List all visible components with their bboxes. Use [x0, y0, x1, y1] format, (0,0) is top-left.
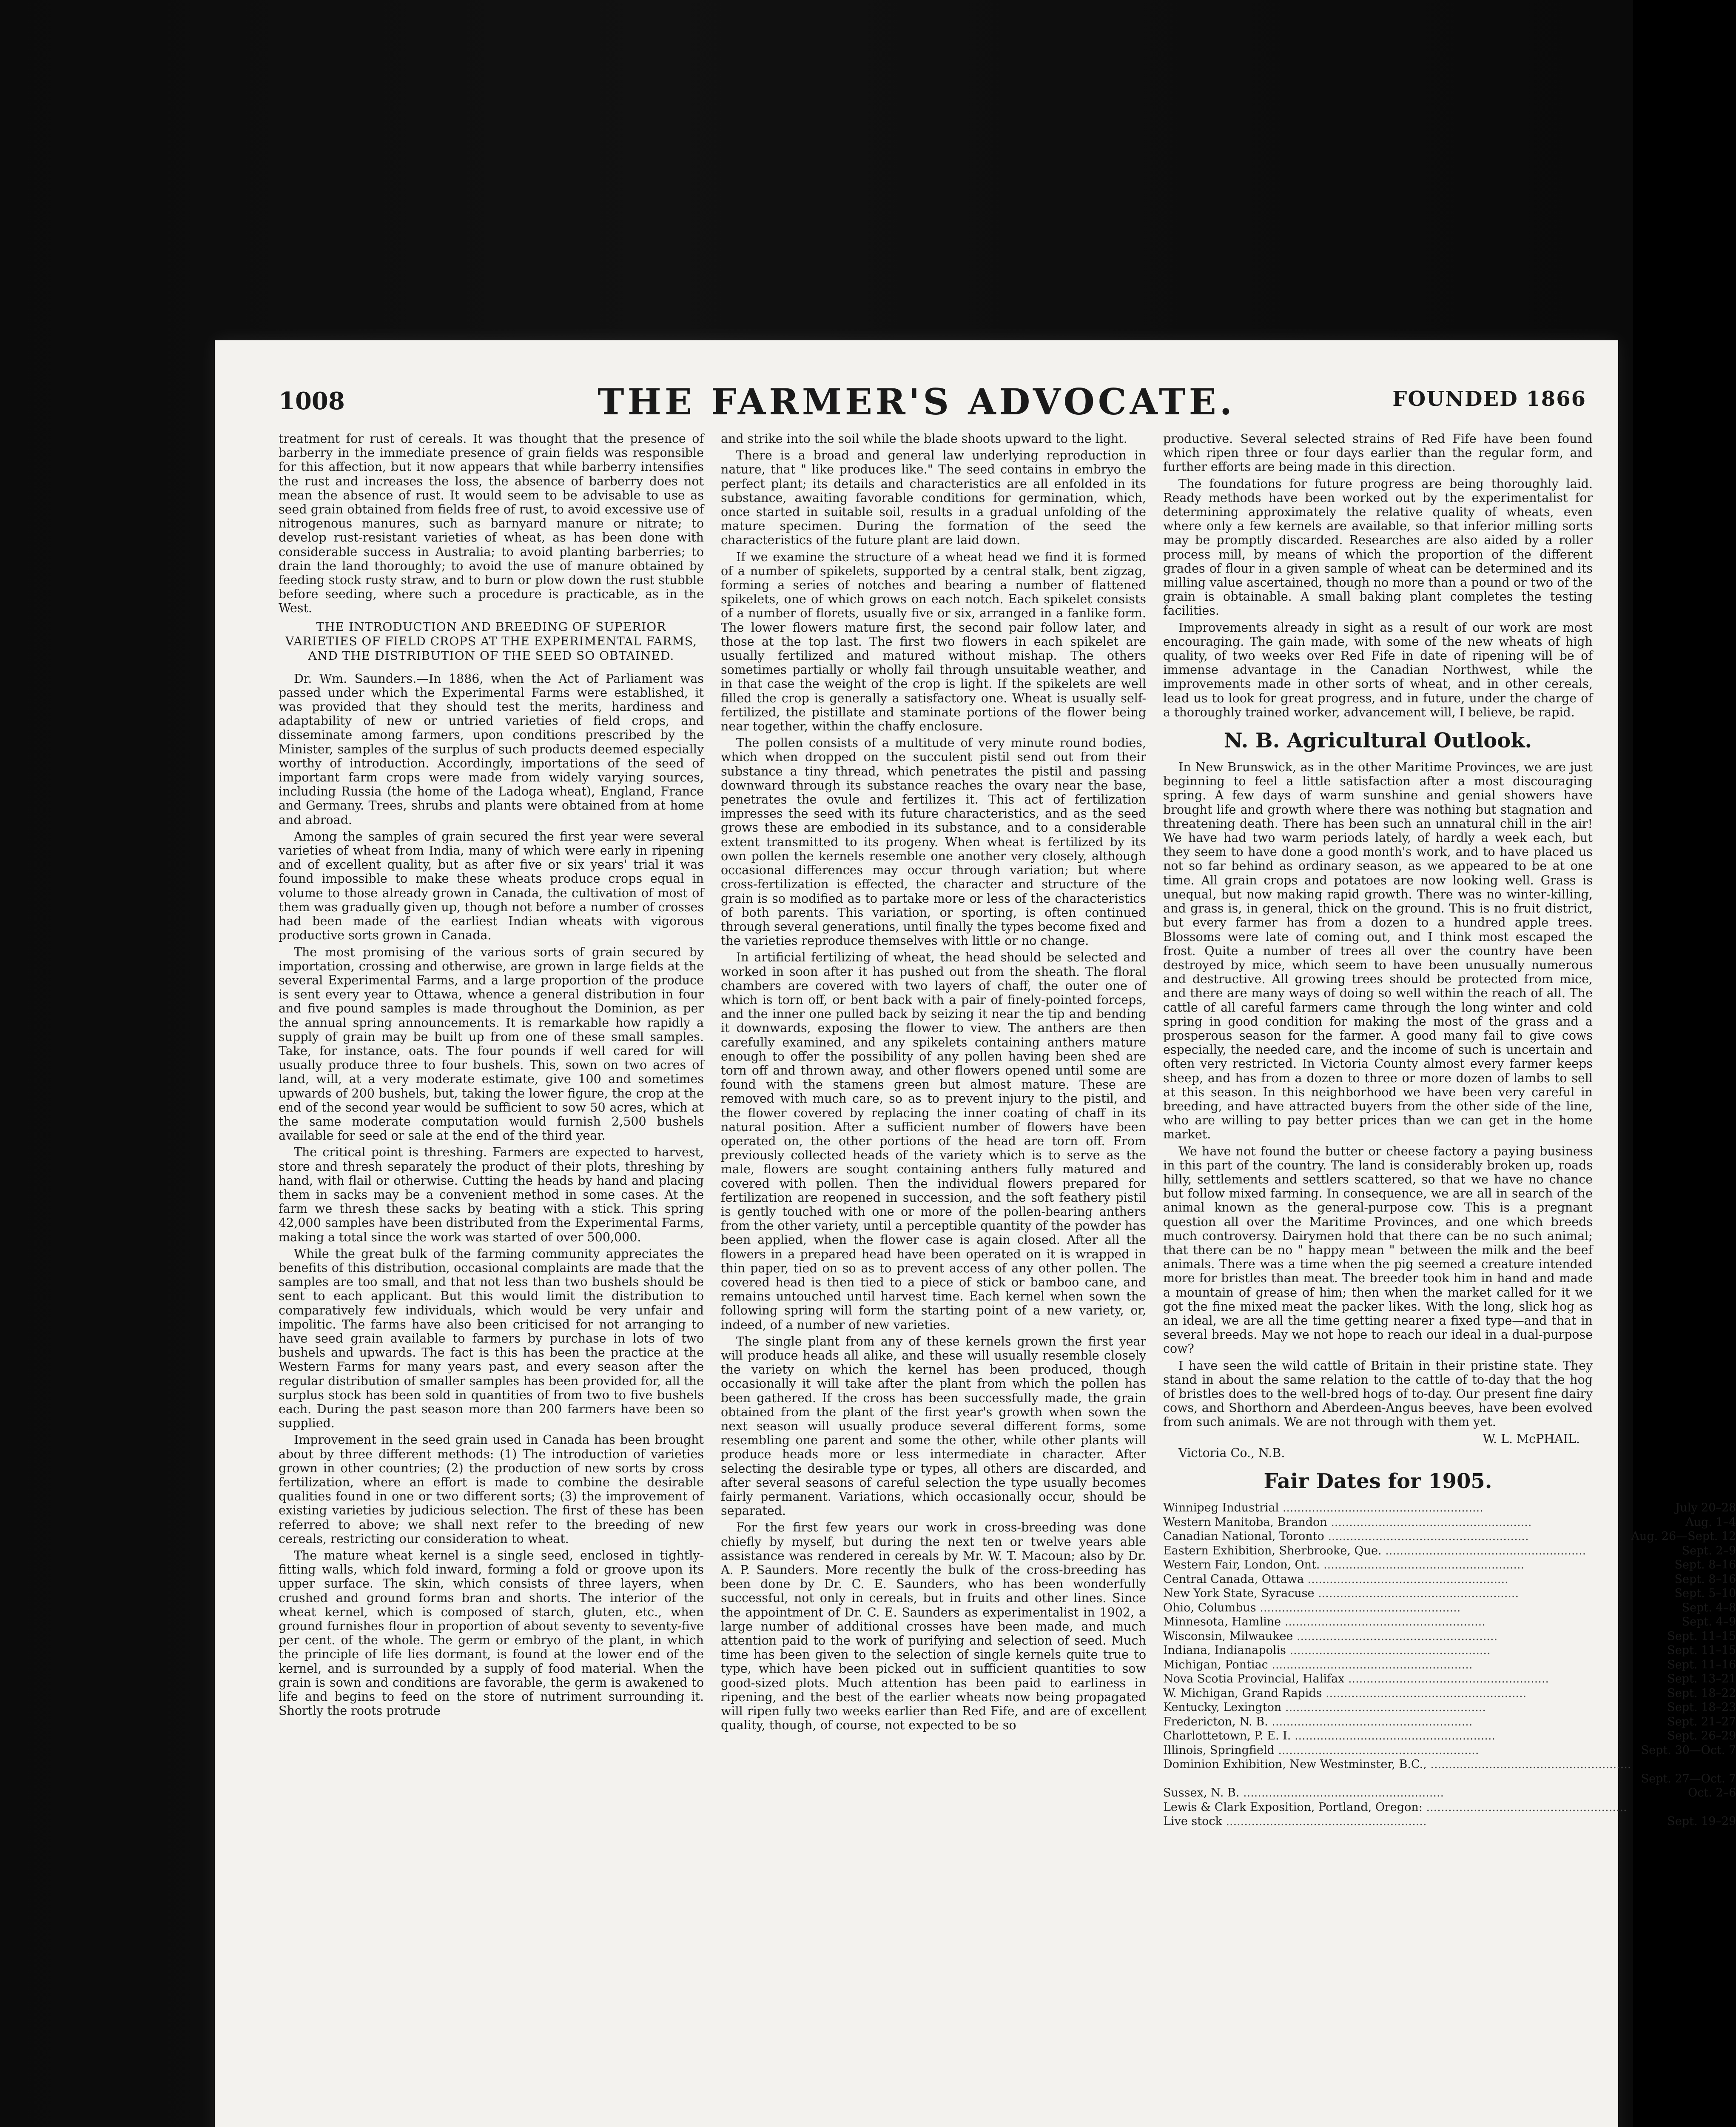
table-row	[1163, 1615, 1736, 1629]
fair-date: Sept. 11–15	[1667, 1644, 1736, 1657]
fair-date: Aug. 1–4	[1685, 1515, 1736, 1529]
fair-date: Oct. 2–6	[1688, 1786, 1736, 1800]
fair-place: Winnipeg Industrial .....	[1163, 1501, 1631, 1515]
table-row	[1163, 1743, 1736, 1758]
fair-place: Western Fair, London, Ont. .....	[1163, 1558, 1631, 1572]
table-row	[1163, 1715, 1736, 1729]
column-middle	[721, 432, 1146, 2127]
fair-date: Sept. 5–10	[1674, 1587, 1736, 1600]
table-row	[1163, 1757, 1736, 1772]
fair-dates-table	[1163, 1501, 1736, 1829]
fair-date: Sept. 21–27	[1667, 1715, 1736, 1728]
section-heading-fair-dates: Fair Dates for 1905.	[1264, 1469, 1492, 1494]
paragraph: If we examine the structure of a wheat head we find it is formed of a number of spikelets, supported by a central stalk, bent zigzag, forming a series of notches and bearing a number of flattened spikelets, one of which grows on each notch. Each spikelet consists of a number of florets, usually five or six, arranged in a fanlike form. The lower flowers mature first, the second pair follow later, and those at the top last. The first two flowers in each spikelet are usually fertilized and matured without mishap. The others sometimes partially or wholly fail through unsuitable weather, and in that case the weight of the crop is light. If the spikelets are well filled the crop is generally a satisfactory one. Wheat is usually self-fertilized, the pistillate and staminate portions of the flower being near together, within the chaffy enclosure.	[721, 550, 1146, 734]
fair-place: Illinois, Springfield .....	[1163, 1743, 1631, 1758]
paragraph: productive. Several selected strains of Red Fife have been found which ripen three or four days earlier than the regular form, and further efforts are being made in this direction.	[1163, 432, 1593, 474]
paragraph: The single plant from any of these kernels grown the first year will produce heads all alike, and these will usually resemble closely the variety on which the kernel has been produced, though occasionally it will take after the plant from which the pollen has been gathered. If the cross has been successfully made, the grain obtained from the plant of the first year's growth when sown the next season will usually produce several different forms, some resembling one parent and some the other, while other plants will produce heads more or less intermediate in character. After selecting the desirable type or types, all others are discarded, and after several seasons of careful selection the type usually becomes fairly permanent. Variations, which occasionally occur, should be separated.	[721, 1334, 1146, 1518]
signature-place: Victoria Co., N.B.	[1178, 1446, 1285, 1460]
table-row	[1163, 1786, 1736, 1800]
fair-date: Sept. 18–22	[1667, 1686, 1736, 1700]
table-row	[1163, 1572, 1736, 1587]
founded-date: FOUNDED 1866	[1392, 387, 1586, 411]
fair-place: Fredericton, N. B. .....	[1163, 1715, 1631, 1729]
fair-place	[1163, 1772, 1631, 1786]
column-right	[1163, 432, 1736, 2127]
masthead-title: THE FARMER'S ADVOCATE.	[598, 381, 1235, 423]
fair-date: Sept. 19–29	[1667, 1815, 1736, 1828]
fair-place: Indiana, Indianapolis .....	[1163, 1643, 1631, 1658]
table-row	[1163, 1501, 1736, 1515]
table-row	[1163, 1800, 1736, 1815]
signature-block	[1163, 1432, 1580, 1446]
fair-date: Sept. 27—Oct. 7	[1641, 1772, 1736, 1785]
fair-date: Sept. 26–29	[1667, 1729, 1736, 1743]
fair-place: Canadian National, Toronto .....	[1163, 1529, 1631, 1544]
paragraph: and strike into the soil while the blade shoots upward to the light.	[721, 432, 1127, 446]
fair-date: Sept. 18–23	[1667, 1701, 1736, 1714]
table-row	[1163, 1814, 1736, 1829]
page-header	[215, 340, 1618, 425]
fair-place: Live stock .....	[1163, 1814, 1631, 1829]
paragraph: I have seen the wild cattle of Britain in their pristine state. They stand in about the same relation to the cattle of to-day that the hog of bristles does to the well-bred hogs of to-day. Our present fine dairy cows, and Shorthorn and Aberdeen-Angus beeves, have been evolved from such animals. We are not through with them yet.	[1163, 1358, 1593, 1429]
fair-place: Michigan, Pontiac .....	[1163, 1658, 1631, 1672]
paragraph: treatment for rust of cereals. It was thought that the presence of barberry in the immediate presence of grain fields was responsible for this affection, but it now appears that while barberry intensifies the rust and increases the loss, the absence of barberry does not mean the absence of rust. It would seem to be advisable to use as seed grain obtained from fields free of rust, to avoid excessive use of nitrogenous manures, such as barnyard manure or nitrate; to develop rust-resistant varieties of wheat, as has been done with considerable success in Australia; to avoid planting barberries; to drain the land thoroughly; to avoid the use of manure obtained by feeding stock rusty straw, and to burn or plow down the rust stubble before seeding, where such a procedure is practicable, as in the West.	[279, 432, 704, 616]
table-row	[1163, 1643, 1736, 1658]
column-left	[279, 432, 704, 2127]
fair-place: Charlottetown, P. E. I. .....	[1163, 1729, 1631, 1743]
paragraph: The most promising of the various sorts of grain secured by importation, crossing and otherwise, are grown in large fields at the several Experimental Farms, and a large proportion of the produce is sent every year to Ottawa, whence a general distribution in four and five pound samples is made throughout the Dominion, as per the annual spring announcements. It is remarkable how rapidly a supply of grain may be built up from one of these small samples. Take, for instance, oats. The four pounds if well cared for will usually produce three to four bushels. This, sown on two acres of land, will, at a very moderate estimate, give 100 and sometimes upwards of 200 bushels, but, taking the lower figure, the crop at the end of the second year would be sufficient to sow 50 acres, which at the same moderate computation would furnish 2,500 bushels available for seed or sale at the end of the third year.	[279, 945, 704, 1143]
fair-place: Ohio, Columbus .....	[1163, 1601, 1631, 1615]
paragraph: The pollen consists of a multitude of very minute round bodies, which when dropped on the succulent pistil send out from their substance a tiny thread, which penetrates the pistil and passing downward through its substance reaches the ovary near the base, penetrates the ovule and fertilizes it. This act of fertilization impresses the seed with its future characteristics, and as the seed grows these are embodied in its substance, and to a considerable extent transmitted to its progeny. When wheat is fertilized by its own pollen the kernels resemble one another very closely, although occasional differences may occur through variation; but where cross-fertilization is effected, the character and structure of the grain is so modified as to partake more or less of the characteristics of both parents. This variation, or sporting, is often continued through several generations, until finally the types become fixed and the varieties reproduce themselves with little or no change.	[721, 736, 1146, 948]
table-row	[1163, 1772, 1736, 1786]
table-row	[1163, 1686, 1736, 1701]
table-row	[1163, 1558, 1736, 1572]
paragraph: In artificial fertilizing of wheat, the head should be selected and worked in soon after it has pushed out from the sheath. The floral chambers are covered with two layers of chaff, the outer one of which is torn off, or bent back with a pair of finely-pointed forceps, and the inner one pulled back by seizing it near the tip and bending it downwards, exposing the flower to view. The anthers are then carefully examined, and any spikelets containing anthers mature enough to offer the possibility of any pollen having been shed are torn off and thrown away, and other flowers opened until some are found with the stamens green but almost mature. These are removed with much care, so as to prevent injury to the pistil, and the flower covered by replacing the inner coating of chaff in its natural position. After a sufficient number of flowers have been operated on, the other portions of the head are torn off. From previously collected heads of the variety which is to serve as the male, flowers are sought containing anthers fully matured and covered with pollen. Then the individual flowers prepared for fertilization are reopened in succession, and the soft feathery pistil is gently touched with one or more of the pollen-bearing anthers from the other variety, until a perceptible quantity of the powder has been applied, when the flower case is again closed. After all the flowers in a prepared head have been operated on it is wrapped in thin paper, tied on so as to prevent access of any other pollen. The covered head is then tied to a piece of stick or bamboo cane, and remains untouched until harvest time. Each kernel when sown the following spring will form the starting point of a new variety, or, indeed, of a number of new varieties.	[721, 950, 1146, 1332]
fair-place: Minnesota, Hamline .....	[1163, 1615, 1631, 1629]
fair-date: Sept. 4–9	[1682, 1615, 1736, 1629]
fair-date: Sept. 11–15	[1667, 1629, 1736, 1643]
fair-date: Aug. 26—Sept. 12	[1631, 1530, 1736, 1543]
fair-place: Eastern Exhibition, Sherbrooke, Que. .....	[1163, 1544, 1631, 1558]
paragraph: We have not found the butter or cheese factory a paying business in this part of the country. The land is considerably broken up, roads hilly, settlements and settlers scattered, so that we have no chance but follow mixed farming. In consequence, we are all in search of the animal known as the general-purpose cow. This is a pregnant question all over the Maritime Provinces, and one which breeds much controversy. Dairymen hold that there can be no such animal; that there can be no " happy mean " between the milk and the beef animals. There was a time when the pig seemed a creature intended more for bristles than meat. The breeder took him in hand and made a mountain of grease of him; then when the market called for it we got the fine mixed meat the packer likes. With the long, slick hog as an ideal, we are all the time getting nearer a fixed type—and that in several breeds. May we not hope to reach our ideal in a dual-purpose cow?	[1163, 1144, 1593, 1356]
table-row	[1163, 1658, 1736, 1672]
page-number: 1008	[279, 387, 345, 415]
fair-date: Sept. 11–16	[1667, 1658, 1736, 1671]
paragraph: Improvement in the seed grain used in Canada has been brought about by three different methods: (1) The introduction of varieties grown in other countries; (2) the production of new sorts by cross fertilization, where an effort is made to combine the desirable qualities found in one or two different sorts; (3) the improvement of existing varieties by judicious selection. The first of these has been referred to above; we shall next refer to the breeding of new cereals, restricting our consideration to wheat.	[279, 1433, 704, 1546]
table-row	[1163, 1729, 1736, 1743]
fair-place: New York State, Syracuse .....	[1163, 1586, 1631, 1601]
section-heading-outlook: N. B. Agricultural Outlook.	[1224, 729, 1532, 753]
fair-place: W. Michigan, Grand Rapids .....	[1163, 1686, 1631, 1701]
table-row	[1163, 1586, 1736, 1601]
fair-date: Sept. 8–16	[1674, 1558, 1736, 1572]
fair-date	[1631, 1757, 1736, 1772]
article-heading: THE INTRODUCTION AND BREEDING OF SUPERIOR VARIETIES OF FIELD CROPS AT THE EXPERIMENTAL FARMS, AND THE DISTRIBUTION OF THE SEED SO OBTAINED.	[285, 619, 697, 663]
signature-name: W. L. McPHAIL.	[1483, 1431, 1580, 1446]
table-row	[1163, 1601, 1736, 1615]
table-row	[1163, 1544, 1736, 1558]
paragraph: For the first few years our work in cross-breeding was done chiefly by myself, but during the next ten or twelve years able assistance was rendered in cereals by Mr. W. T. Macoun; also by Dr. A. P. Saunders. More recently the bulk of the cross-breeding has been done by Dr. C. E. Saunders, who has been wonderfully successful, not only in cereals, but in fruits and other lines. Since the appointment of Dr. C. E. Saunders as experimentalist in 1902, a large number of additional crosses have been made, and much attention paid to the work of purifying and selection of seed. Much time has been given to the selection of single kernels quite true to type, which have been picked out in sufficient quantities to sow good-sized plots. Much attention has been paid to earliness in ripening, and the best of the earlier wheats now being propagated will ripen fully two weeks earlier than Red Fife, and are of excellent quality, though, of course, not expected to be so	[721, 1520, 1146, 1733]
fair-place: Central Canada, Ottawa .....	[1163, 1572, 1631, 1587]
fair-place: Kentucky, Lexington .....	[1163, 1700, 1631, 1715]
fair-place: Wisconsin, Milwaukee .....	[1163, 1629, 1631, 1644]
paragraph: The critical point is threshing. Farmers are expected to harvest, store and thresh separately the product of their plots, threshing by hand, with flail or otherwise. Cutting the heads by hand and placing them in sacks may be a convenient method in some cases. At the farm we thresh these sacks by beating with a stick. This spring 42,000 samples have been distributed from the Experimental Farms, making a total since the work was started of over 500,000.	[279, 1145, 704, 1244]
fair-date: Sept. 8–16	[1674, 1572, 1736, 1586]
fair-place: Sussex, N. B. .....	[1163, 1786, 1631, 1800]
fair-place: Dominion Exhibition, New Westminster, B.C., .....	[1163, 1757, 1631, 1772]
paragraph: Improvements already in sight as a result of our work are most encouraging. The gain made, with some of the new wheats of high quality, of two weeks over Red Fife in date of ripening will be of immense advantage in the Canadian Northwest, while the improvements made in other sorts of wheat, and in other cereals, lead us to look for great progress, and in future, under the charge of a thoroughly trained worker, advancement will, I believe, be rapid.	[1163, 620, 1593, 719]
table-row	[1163, 1672, 1736, 1686]
paragraph: Among the samples of grain secured the first year were several varieties of wheat from India, many of which were early in ripening and of excellent quality, but as after five or six years' trial it was found impossible to make these wheats produce crops equal in volume to those already grown in Canada, the cultivation of most of them was gradually given up, though not before a number of crosses had been made of the earliest Indian wheats with vigorous productive sorts grown in Canada.	[279, 829, 704, 943]
fair-place: Lewis & Clark Exposition, Portland, Oregon: .....	[1163, 1800, 1631, 1815]
fair-date: July 20–28	[1675, 1501, 1736, 1515]
paragraph: There is a broad and general law underlying reproduction in nature, that " like produces like." The seed contains in embryo the perfect plant; its details and characteristics are all enfolded in its substance, awaiting favorable conditions for germination, which, once started in suitable soil, results in a gradual unfolding of the mature specimen. During the formation of the seed the characteristics of the future plant are laid down.	[721, 448, 1146, 547]
fair-place: Western Manitoba, Brandon .....	[1163, 1515, 1631, 1530]
fair-date: Sept. 30—Oct. 7	[1641, 1743, 1736, 1757]
paragraph: The foundations for future progress are being thoroughly laid. Ready methods have been worked out by the experimentalist for determining approximately the relative quality of wheats, even where only a few kernels are available, so that inferior milling sorts may be promptly discarded. Researches are also aided by a roller process mill, by means of which the proportion of the different grades of flour in a given sample of wheat can be determined and its milling value ascertained, though no more than a pound or two of the grain is obtainable. A small baking plant completes the testing facilities.	[1163, 476, 1593, 618]
table-row	[1163, 1629, 1736, 1644]
table-row	[1163, 1515, 1736, 1530]
fair-date: Sept. 13–21	[1667, 1672, 1736, 1686]
newspaper-page	[215, 340, 1736, 2127]
fair-date	[1631, 1800, 1736, 1815]
fair-date: Sept. 2–9	[1682, 1544, 1736, 1557]
table-row	[1163, 1700, 1736, 1715]
fair-date: Sept. 4–8	[1682, 1601, 1736, 1614]
paragraph: Dr. Wm. Saunders.—In 1886, when the Act of Parliament was passed under which the Experimental Farms were established, it was provided that they should test the merits, hardiness and adaptability of new or untried varieties of field crops, and disseminate among farmers, upon conditions prescribed by the Minister, samples of the surplus of such products deemed especially worthy of introduction. Accordingly, importations of the seed of important farm crops were made from widely varying sources, including Russia (the home of the Ladoga wheat), England, France and Germany. Trees, shrubs and plants were obtained from at home and abroad.	[279, 671, 704, 827]
fair-place: Nova Scotia Provincial, Halifax .....	[1163, 1672, 1631, 1686]
paragraph: While the great bulk of the farming community appreciates the benefits of this distribution, occasional complaints are made that the samples are too small, and that not less than two bushels should be sent to each applicant. But this would limit the distribution to comparatively few individuals, which would be very unfair and impolitic. The farms have also been criticised for not arranging to have seed grain available to farmers by purchase in lots of two bushels and upwards. The fact is this has been the practice at the Western Farms for many years past, and every season after the regular distribution of smaller samples has been provided for, all the surplus stock has been sold in quantities of from two to five bushels each. During the past season more than 200 farmers have been so supplied.	[279, 1246, 704, 1431]
paragraph: The mature wheat kernel is a single seed, enclosed in tightly-fitting walls, which fold inward, forming a fold or groove upon its upper surface. The skin, which consists of three layers, when crushed and ground forms bran and shorts. The interior of the wheat kernel, which is composed of starch, gluten, etc., when ground furnishes flour in proportion of about seventy to seventy-five per cent. of the whole. The germ or embryo of the plant, in which the principle of life lies dormant, is found at the lower end of the kernel, and is surrounded by a supply of food material. When the grain is sown and conditions are favorable, the germ is awakened to life and begins to feed on the store of nutriment surrounding it. Shortly the roots protrude	[279, 1548, 704, 1718]
paragraph: In New Brunswick, as in the other Maritime Provinces, we are just beginning to feel a little satisfaction after a most discouraging spring. A few days of warm sunshine and genial showers have brought life and growth where there was nothing but stagnation and threatening death. There has been such an unnatural chill in the air! We have had two warm periods lately, of hardly a week each, but they seem to have done a good month's work, and to have placed us not so far behind as ordinary season, as we appeared to be at one time. All grain crops and potatoes are now looking well. Grass is unequal, but now making rapid growth. There was no winter-killing, and grass is, in general, thick on the ground. This is no fruit district, but every farmer has from a dozen to a hundred apple trees. Blossoms were late of coming out, and I think most escaped the frost. Quite a number of trees all over the country have been destroyed by mice, which seem to have been unusually numerous and destructive. All growing trees should be protected from mice, and there are many ways of doing so well within the reach of all. The cattle of all careful farmers came through the long winter and cold spring in good condition for making the most of the grass and a prosperous season for the farmer. A good many fail to give cows especially, the needed care, and the income of such is uncertain and often very restricted. In Victoria County almost every farmer keeps sheep, and has from a dozen to three or more dozen of lambs to sell at this season. In this neighborhood we have been very careful in breeding, and have attracted buyers from the other side of the line, who are willing to pay better prices than we can get in the home market.	[1163, 760, 1593, 1142]
table-row	[1163, 1529, 1736, 1544]
